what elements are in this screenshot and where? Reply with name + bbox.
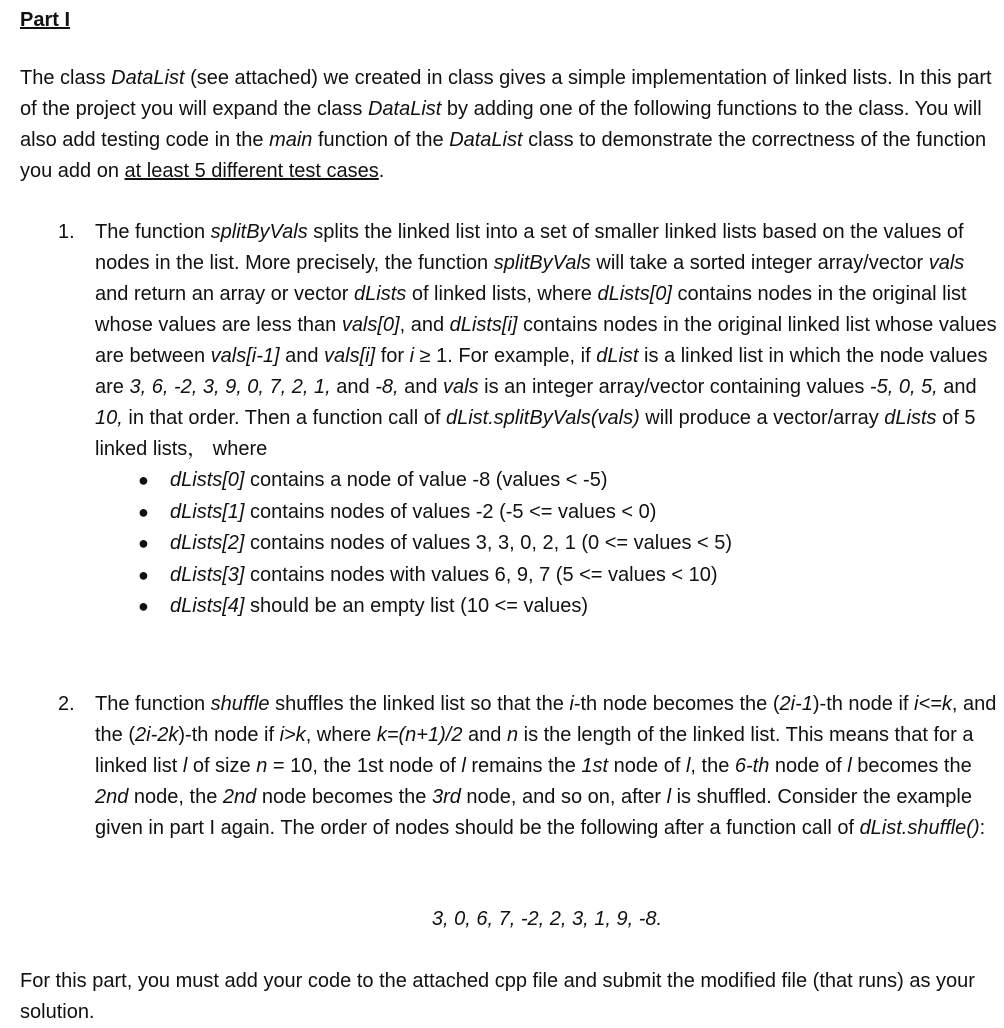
- code-term: 2nd: [222, 786, 257, 808]
- code-term: vals: [928, 252, 965, 274]
- item-text: , and: [399, 314, 450, 336]
- code-term: splitByVals: [210, 221, 308, 243]
- item-body: [95, 217, 1002, 623]
- item-text: should be an empty list (10 <= values): [244, 595, 589, 617]
- item-text: node of: [608, 755, 686, 777]
- item-text: node, the: [128, 786, 223, 808]
- item-text: , and the (: [95, 693, 997, 746]
- code-term: i: [569, 693, 574, 715]
- code-term: l: [666, 786, 672, 808]
- code-term: i: [409, 345, 415, 367]
- intro-text: by adding one of the following functions to the class. You will also add testing code in the: [20, 98, 982, 151]
- item-text: node becomes the: [256, 786, 432, 808]
- code-term: dLists[1]: [170, 500, 245, 523]
- code-term: -5, 0, 5,: [869, 376, 938, 398]
- list-item-split-by-vals: [58, 217, 1002, 623]
- item-text: )-th node if: [178, 724, 280, 746]
- code-term: 2i-2k: [135, 724, 179, 746]
- code-term: dLists[4]: [170, 595, 245, 617]
- item-text: and: [398, 376, 444, 398]
- item-text: of linked lists, where: [406, 283, 598, 305]
- intro-text: class to demonstrate the correctness of the function you add on: [20, 129, 987, 182]
- function-name: main: [269, 129, 313, 151]
- code-term: dLists[i]: [449, 314, 518, 336]
- class-name: DataList: [449, 129, 523, 151]
- item-text: node, and so on, after: [460, 786, 667, 808]
- bullet-icon: ●: [138, 596, 149, 616]
- intro-text: function of the: [312, 129, 450, 151]
- code-term: 2i-1: [779, 693, 813, 715]
- intro-paragraph: [20, 63, 1004, 187]
- item-text: :: [979, 817, 986, 839]
- list-item: [95, 497, 1002, 529]
- item-text: is the length of the linked list. This means that for a linked list: [95, 724, 974, 777]
- list-item: [95, 528, 1002, 560]
- part-heading: Part I: [20, 9, 71, 31]
- item-text: shuffles the linked list so that the: [269, 693, 570, 715]
- item-text: contains nodes in the original list whose values are less than: [95, 283, 967, 336]
- item-text: , where: [305, 724, 377, 746]
- code-term: i>k: [279, 724, 306, 746]
- code-term: dLists: [884, 407, 937, 429]
- item-text: , the: [690, 755, 735, 777]
- class-name: DataList: [367, 98, 442, 120]
- intro-text: The class: [20, 67, 112, 89]
- code-term: l: [461, 755, 466, 777]
- item-text: The function: [95, 221, 211, 243]
- item-text: is shuffled. Consider the example given in part I again. The order of nodes should be the following after a function call of: [95, 786, 972, 839]
- code-term: l: [182, 755, 188, 777]
- bullet-icon: ●: [138, 533, 149, 553]
- code-term: vals[0]: [341, 314, 400, 336]
- class-name: DataList: [111, 67, 185, 89]
- code-term: l: [847, 755, 852, 777]
- item-text: = 10, the 1st node of: [267, 755, 462, 777]
- item-text: will produce a vector/array: [639, 407, 885, 429]
- item-number: 2.: [58, 693, 75, 715]
- item-text: for: [375, 345, 410, 367]
- item-text: contains nodes in the original linked list whose values are between: [95, 314, 997, 367]
- list-item: [95, 465, 1002, 497]
- code-term: 10,: [95, 407, 123, 429]
- item-text: of 5 linked lists， where: [95, 407, 976, 460]
- code-term: k=(n+1)/2: [376, 724, 463, 746]
- item-text: and: [279, 345, 325, 367]
- item-text: contains nodes with values 6, 9, 7 (5 <= values < 10): [244, 563, 718, 586]
- item-text: node of: [769, 755, 848, 777]
- code-term: splitByVals: [493, 252, 591, 274]
- bullet-icon: ●: [138, 501, 149, 522]
- intro-text: (see attached) we created in class gives a simple implementation of linked lists. In this part of the project you will expand the class: [20, 67, 992, 120]
- code-term: n: [506, 724, 519, 746]
- item-text: contains nodes of values -2 (-5 <= values < 0): [244, 500, 657, 523]
- code-term: n: [256, 755, 268, 777]
- item-text: The function: [95, 693, 211, 715]
- item-text: is an integer array/vector containing values: [478, 376, 870, 398]
- code-term: l: [685, 755, 691, 777]
- code-term: 2nd: [95, 786, 129, 808]
- code-term: vals[i]: [324, 345, 376, 367]
- list-item: [95, 560, 1002, 592]
- code-term: 3, 6, -2, 3, 9, 0, 7, 2, 1,: [129, 376, 331, 398]
- code-term: dList.shuffle(): [859, 817, 980, 839]
- code-term: vals: [443, 376, 479, 398]
- code-term: dList: [596, 345, 639, 367]
- code-term: dLists[0]: [597, 283, 672, 305]
- item-text: and: [937, 376, 977, 398]
- item-body: [95, 689, 1002, 844]
- code-term: dList.splitByVals(vals): [445, 407, 640, 429]
- code-term: 3rd: [431, 786, 461, 808]
- item-text: )-th node if: [812, 693, 915, 715]
- test-case-requirement: at least 5 different test cases: [124, 160, 379, 182]
- code-term: shuffle: [210, 693, 270, 715]
- intro-text: .: [378, 160, 385, 182]
- item-text: and: [330, 376, 376, 398]
- code-term: i<=k: [914, 693, 952, 715]
- item-text: will take a sorted integer array/vector: [590, 252, 929, 274]
- code-term: dLists[2]: [170, 532, 245, 554]
- bullet-icon: ●: [138, 564, 149, 585]
- code-term: dLists[3]: [170, 563, 245, 586]
- list-item-shuffle: [58, 689, 1002, 844]
- dlists-bullet-list: [95, 465, 1002, 623]
- bullet-icon: ●: [138, 470, 149, 490]
- item-text: remains the: [465, 755, 582, 777]
- code-term: vals[i-1]: [210, 345, 280, 367]
- item-text: and: [462, 724, 507, 746]
- shuffle-result: 3, 0, 6, 7, -2, 2, 3, 1, 9, -8.: [431, 908, 663, 930]
- item-text: in that order. Then a function call of: [122, 407, 446, 429]
- item-text: becomes the: [851, 755, 972, 777]
- item-text: -th node becomes the (: [573, 693, 780, 715]
- item-text: contains a node of value -8 (values < -5): [244, 469, 608, 491]
- closing-paragraph: For this part, you must add your code to the attached cpp file and submit the modified file (that runs) as your solution.: [20, 970, 975, 1023]
- code-term: 6-th: [734, 755, 770, 777]
- item-text: is a linked list in which the node values are: [95, 345, 988, 398]
- item-number: 1.: [58, 221, 75, 243]
- item-text: ≥ 1. For example, if: [414, 345, 597, 367]
- code-term: dLists: [354, 283, 407, 305]
- code-term: 1st: [581, 755, 609, 777]
- code-term: -8,: [375, 376, 399, 398]
- item-text: and return an array or vector: [95, 283, 355, 305]
- list-item: [95, 591, 1002, 623]
- item-text: splits the linked list into a set of smaller linked lists based on the values of nodes in the list. More precisely, the function: [95, 221, 964, 274]
- item-text: of size: [187, 755, 257, 777]
- item-text: contains nodes of values 3, 3, 0, 2, 1 (0 <= values < 5): [244, 532, 733, 554]
- code-term: dLists[0]: [170, 469, 245, 491]
